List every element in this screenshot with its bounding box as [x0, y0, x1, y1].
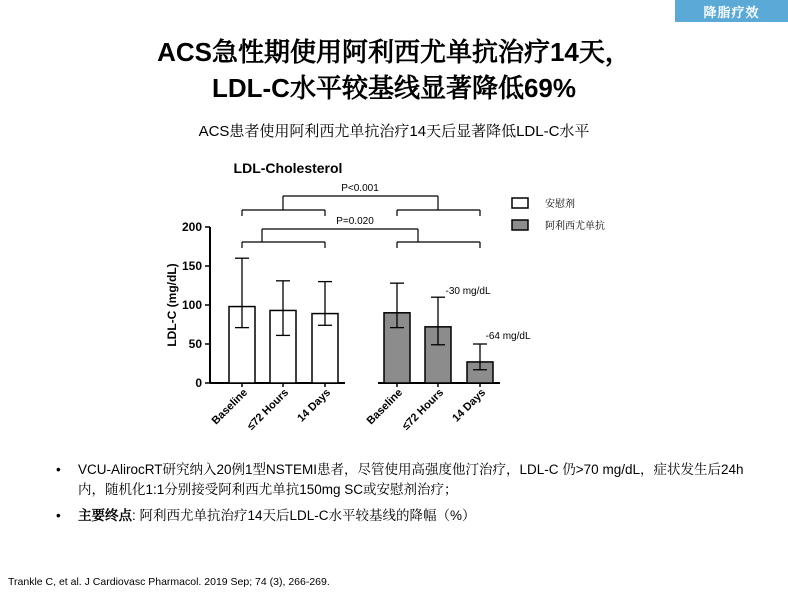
x-tick-label: 14 Days: [295, 386, 334, 425]
x-tick-label: Baseline: [209, 386, 251, 428]
bullet-dot: •: [56, 462, 61, 477]
x-tick-label: ≤72 Hours: [400, 386, 447, 433]
x-tick-label: 14 Days: [450, 386, 489, 425]
title-line-2: LDL-C水平较基线显著降低69%: [211, 73, 576, 103]
page-subtitle: ACS患者使用阿利西尤单抗治疗14天后显著降低LDL-C水平: [198, 123, 590, 140]
bullet-text: VCU-AlirocRT研究纳入20例1型NSTEMI患者，尽管使用高强度他汀治疗，LDL-C 仍>70 mg/dL，症状发生后24h内，随机化1:1分别接受阿利西尤单抗150mg SC或安慰剂治疗；: [78, 462, 744, 497]
p-value-label: P=0.020: [336, 216, 374, 227]
y-tick-label: 100: [181, 298, 202, 312]
x-tick-label: ≤72 Hours: [245, 386, 292, 433]
p-value-label: P<0.001: [341, 183, 379, 194]
reference-citation: Trankle C, et al. J Cardiovasc Pharmacol. 2019 Sep; 74 (3), 266-269.: [8, 576, 330, 588]
y-axis-label: LDL-C (mg/dL): [165, 263, 179, 347]
section-tag: 降脂疗效: [675, 0, 788, 22]
ldl-chart: [150, 150, 650, 440]
y-tick-label: 50: [188, 337, 202, 351]
x-tick-label: Baseline: [364, 386, 406, 428]
title-line-1: ACS急性期使用阿利西尤单抗治疗14天，: [157, 37, 631, 67]
bullet-item: [50, 460, 770, 500]
legend-label: 阿利西尤单抗: [545, 221, 605, 232]
legend-swatch: [512, 198, 528, 208]
bullet-dot: •: [56, 508, 61, 523]
delta-label: -30 mg/dL: [445, 286, 491, 297]
legend-swatch: [512, 220, 528, 230]
legend-label: 安慰剂: [545, 199, 575, 210]
page-title: [0, 34, 788, 106]
delta-label: -64 mg/dL: [485, 331, 531, 342]
bullet-bold: 主要终点: [78, 508, 132, 523]
y-tick-label: 150: [181, 259, 202, 273]
bullet-item: [50, 506, 770, 526]
y-tick-label: 0: [195, 376, 202, 390]
chart-title: LDL-Cholesterol: [233, 160, 343, 176]
bullet-text: : 阿利西尤单抗治疗14天后LDL-C水平较基线的降幅（%）: [132, 508, 476, 523]
y-tick-label: 200: [181, 220, 202, 234]
bullet-list: [50, 460, 770, 532]
